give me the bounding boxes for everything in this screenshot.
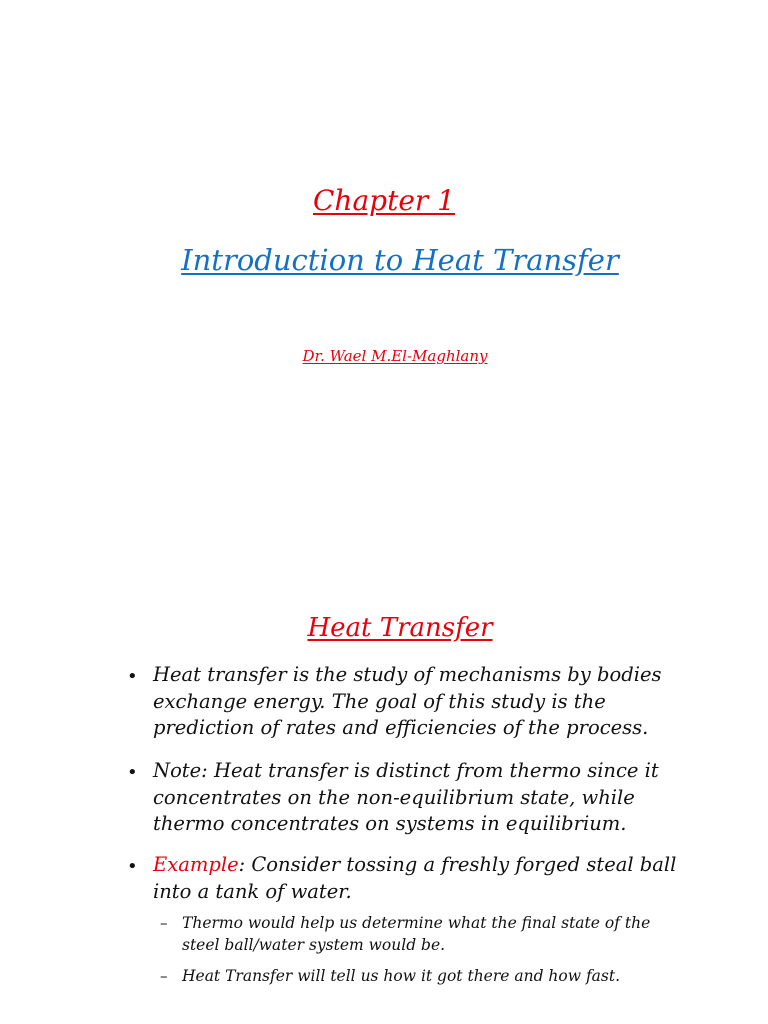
bullet-icon: • xyxy=(127,666,138,687)
example-label: Example xyxy=(153,853,239,876)
sub-list-item: Heat Transfer will tell us how it got there and how fast. xyxy=(182,967,621,985)
example-text: : Consider tossing a freshly forged steal ball into a tank of water. xyxy=(153,853,677,903)
bullet-icon: • xyxy=(127,856,138,877)
chapter-heading: Chapter 1 xyxy=(313,184,455,217)
document-title: Introduction to Heat Transfer xyxy=(181,243,619,277)
dash-icon: – xyxy=(160,967,168,985)
bullet-icon: • xyxy=(127,762,138,783)
list-item xyxy=(153,852,693,905)
list-item: Heat transfer is the study of mechanisms by bodies exchange energy. The goal of this study is the prediction of rates and efficiencies of the process. xyxy=(153,663,662,739)
list-item: Note: Heat transfer is distinct from thermo since it concentrates on the non-equilibrium state, while thermo concentrates on systems in equilibrium. xyxy=(153,759,659,835)
dash-icon: – xyxy=(160,914,168,932)
section-heading: Heat Transfer xyxy=(307,613,493,643)
author-name: Dr. Wael M.El-Maghlany xyxy=(302,347,488,365)
sub-list-item: Thermo would help us determine what the final state of the steel ball/water system would be. xyxy=(182,914,651,954)
